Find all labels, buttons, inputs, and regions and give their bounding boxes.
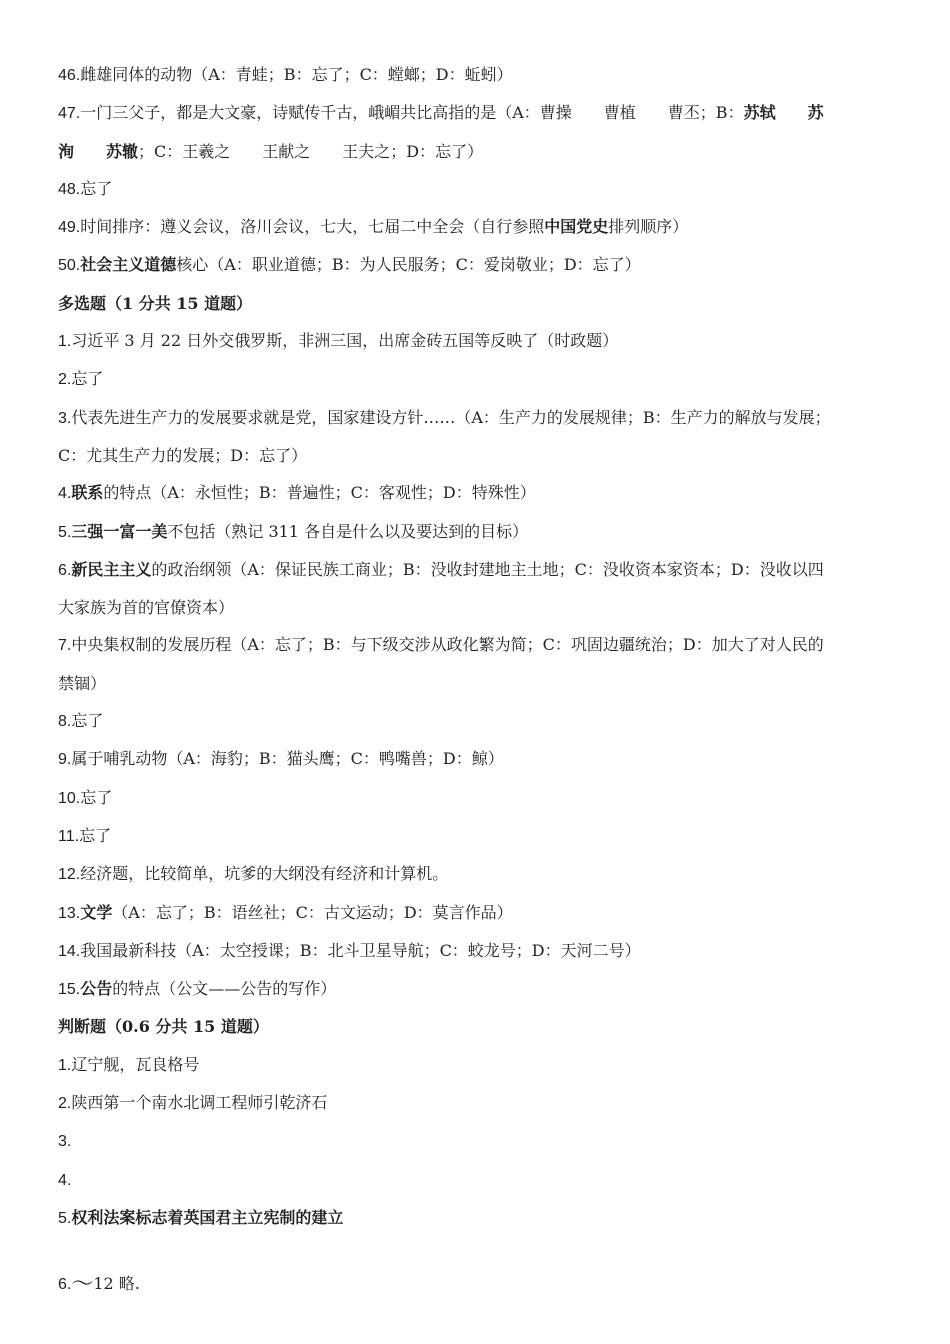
question-number: 3.	[58, 409, 72, 427]
question-number: 6.	[58, 1276, 72, 1294]
question-number: 3.	[58, 1133, 72, 1151]
question-number: 14.	[58, 942, 81, 960]
question-number: 46.	[58, 67, 81, 84]
text-line	[58, 437, 908, 474]
question-number: 2.	[58, 371, 72, 389]
question-line	[58, 360, 908, 398]
text: 忘了	[71, 369, 104, 389]
text: C：尤其生产力的发展；D：忘了）	[58, 445, 308, 465]
tilde-text: 〜	[71, 1272, 94, 1298]
question-number: 8.	[58, 713, 72, 731]
bold-text: 社会主义道德	[80, 255, 177, 275]
question-number: 13.	[58, 904, 81, 922]
text-line	[58, 285, 908, 322]
bold-text: 判断题（0.6 分共 15 道题）	[58, 1017, 269, 1037]
question-line	[58, 94, 908, 132]
question-line	[58, 208, 908, 246]
question-number: 49.	[58, 219, 81, 237]
bold-text: 新民主主义	[71, 559, 152, 579]
question-line	[58, 817, 908, 855]
question-number: 6.	[58, 561, 72, 579]
question-number: 4.	[58, 1171, 72, 1189]
question-number: 15.	[58, 981, 81, 999]
bold-text: 权利法案标志着英国君主立宪制的建立	[71, 1207, 344, 1227]
question-line	[58, 399, 908, 437]
text: 属于哺乳动物（A：海豹；B：猫头鹰；C：鸭嘴兽；D：鲸）	[71, 749, 504, 769]
question-line	[58, 970, 908, 1008]
question-number: 48.	[58, 180, 81, 198]
text: 陕西第一个南水北调工程师引乾济石	[71, 1093, 328, 1113]
question-line	[58, 513, 908, 551]
question-number: 4.	[58, 485, 72, 503]
text-line	[58, 133, 908, 170]
question-line	[58, 56, 908, 94]
question-line	[58, 1199, 908, 1237]
text: 不包括（熟记 311 各自是什么以及要达到的目标）	[167, 521, 529, 541]
text: 一门三父子，都是大文豪，诗赋传千古，峨嵋共比高指的是（A：曹操 曹植 曹丕；B：	[80, 103, 744, 123]
text: 禁锢）	[58, 673, 107, 693]
question-line	[58, 1161, 908, 1199]
text: 时间排序：遵义会议，洛川会议，七大，七届二中全会（自行参照	[80, 217, 545, 237]
question-line	[58, 1122, 908, 1160]
text: ；C：王羲之 王献之 王夫之；D：忘了）	[138, 141, 484, 161]
text: 辽宁舰，瓦良格号	[71, 1054, 200, 1074]
bold-text: 苏轼 苏	[743, 103, 824, 123]
final-line	[58, 1265, 908, 1303]
text: 排列顺序）	[608, 217, 689, 237]
question-number: 11.	[58, 827, 80, 845]
question-number: 10.	[58, 789, 81, 807]
bold-text: 中国党史	[544, 217, 609, 237]
question-number: 1.	[58, 333, 72, 351]
text-line	[58, 665, 908, 702]
bold-text: 公告	[80, 979, 113, 999]
spacer	[58, 1237, 908, 1265]
question-line	[58, 322, 908, 360]
text: 忘了	[80, 787, 113, 807]
text: 习近平 3 月 22 日外交俄罗斯，非洲三国，出席金砖五国等反映了（时政题）	[71, 331, 619, 351]
question-line	[58, 855, 908, 893]
question-line	[58, 626, 908, 664]
question-line	[58, 1046, 908, 1084]
text: 忘了	[71, 711, 104, 731]
question-number: 7.	[58, 637, 72, 655]
text: 的政治纲领（A：保证民族工商业；B：没收封建地主土地；C：没收资本家资本；D：没收以四	[151, 559, 824, 579]
text: 中央集权制的发展历程（A：忘了；B：与下级交涉从政化繁为简；C：巩固边疆统治；D：加大了对人民的	[71, 635, 824, 655]
text: 核心（A：职业道德；B：为人民服务；C：爱岗敬业；D：忘了）	[176, 255, 641, 275]
question-number: 47.	[58, 105, 81, 123]
bold-text: 洵 苏辙	[58, 141, 139, 161]
bold-text: 联系	[71, 483, 104, 503]
text: 的特点（公文——公告的写作）	[112, 979, 337, 999]
question-number: 50.	[58, 257, 81, 275]
question-line	[58, 246, 908, 284]
text: 我国最新科技（A：太空授课；B：北斗卫星导航；C：蛟龙号；D：天河二号）	[80, 940, 641, 960]
question-number: 5.	[58, 1209, 72, 1227]
text: （A：忘了；B：语丝社；C：古文运动；D：莫言作品）	[112, 902, 513, 922]
question-line	[58, 779, 908, 817]
question-number: 2.	[58, 1095, 72, 1113]
text-line	[58, 589, 908, 626]
text-line	[58, 1008, 908, 1045]
text: 忘了	[79, 825, 112, 845]
question-line	[58, 894, 908, 932]
question-number: 5.	[58, 523, 72, 541]
text: 12 略.	[93, 1274, 140, 1294]
question-line	[58, 474, 908, 512]
question-line	[58, 740, 908, 778]
question-line	[58, 702, 908, 740]
question-line	[58, 932, 908, 970]
question-line	[58, 170, 908, 208]
bold-text: 文学	[80, 902, 113, 922]
question-line	[58, 1084, 908, 1122]
question-number: 9.	[58, 751, 72, 769]
text: 雌雄同体的动物（A：青蛙；B：忘了；C：螳螂；D：蚯蚓）	[80, 65, 513, 84]
text: 大家族为首的官僚资本）	[58, 598, 235, 618]
question-number: 1.	[58, 1056, 72, 1074]
text: 代表先进生产力的发展要求就是党，国家建设方针……（A：生产力的发展规律；B：生产力的解放与发展；	[71, 407, 831, 427]
question-line	[58, 551, 908, 589]
text: 忘了	[80, 178, 113, 198]
bold-text: 三强一富一美	[71, 521, 168, 541]
question-number: 12.	[58, 866, 81, 884]
text: 的特点（A：永恒性；B：普遍性；C：客观性；D：特殊性）	[103, 483, 536, 503]
text: 经济题，比较简单，坑爹的大纲没有经济和计算机。	[80, 864, 449, 884]
document-body	[58, 56, 908, 1304]
bold-text: 多选题（1 分共 15 道题）	[58, 293, 253, 313]
